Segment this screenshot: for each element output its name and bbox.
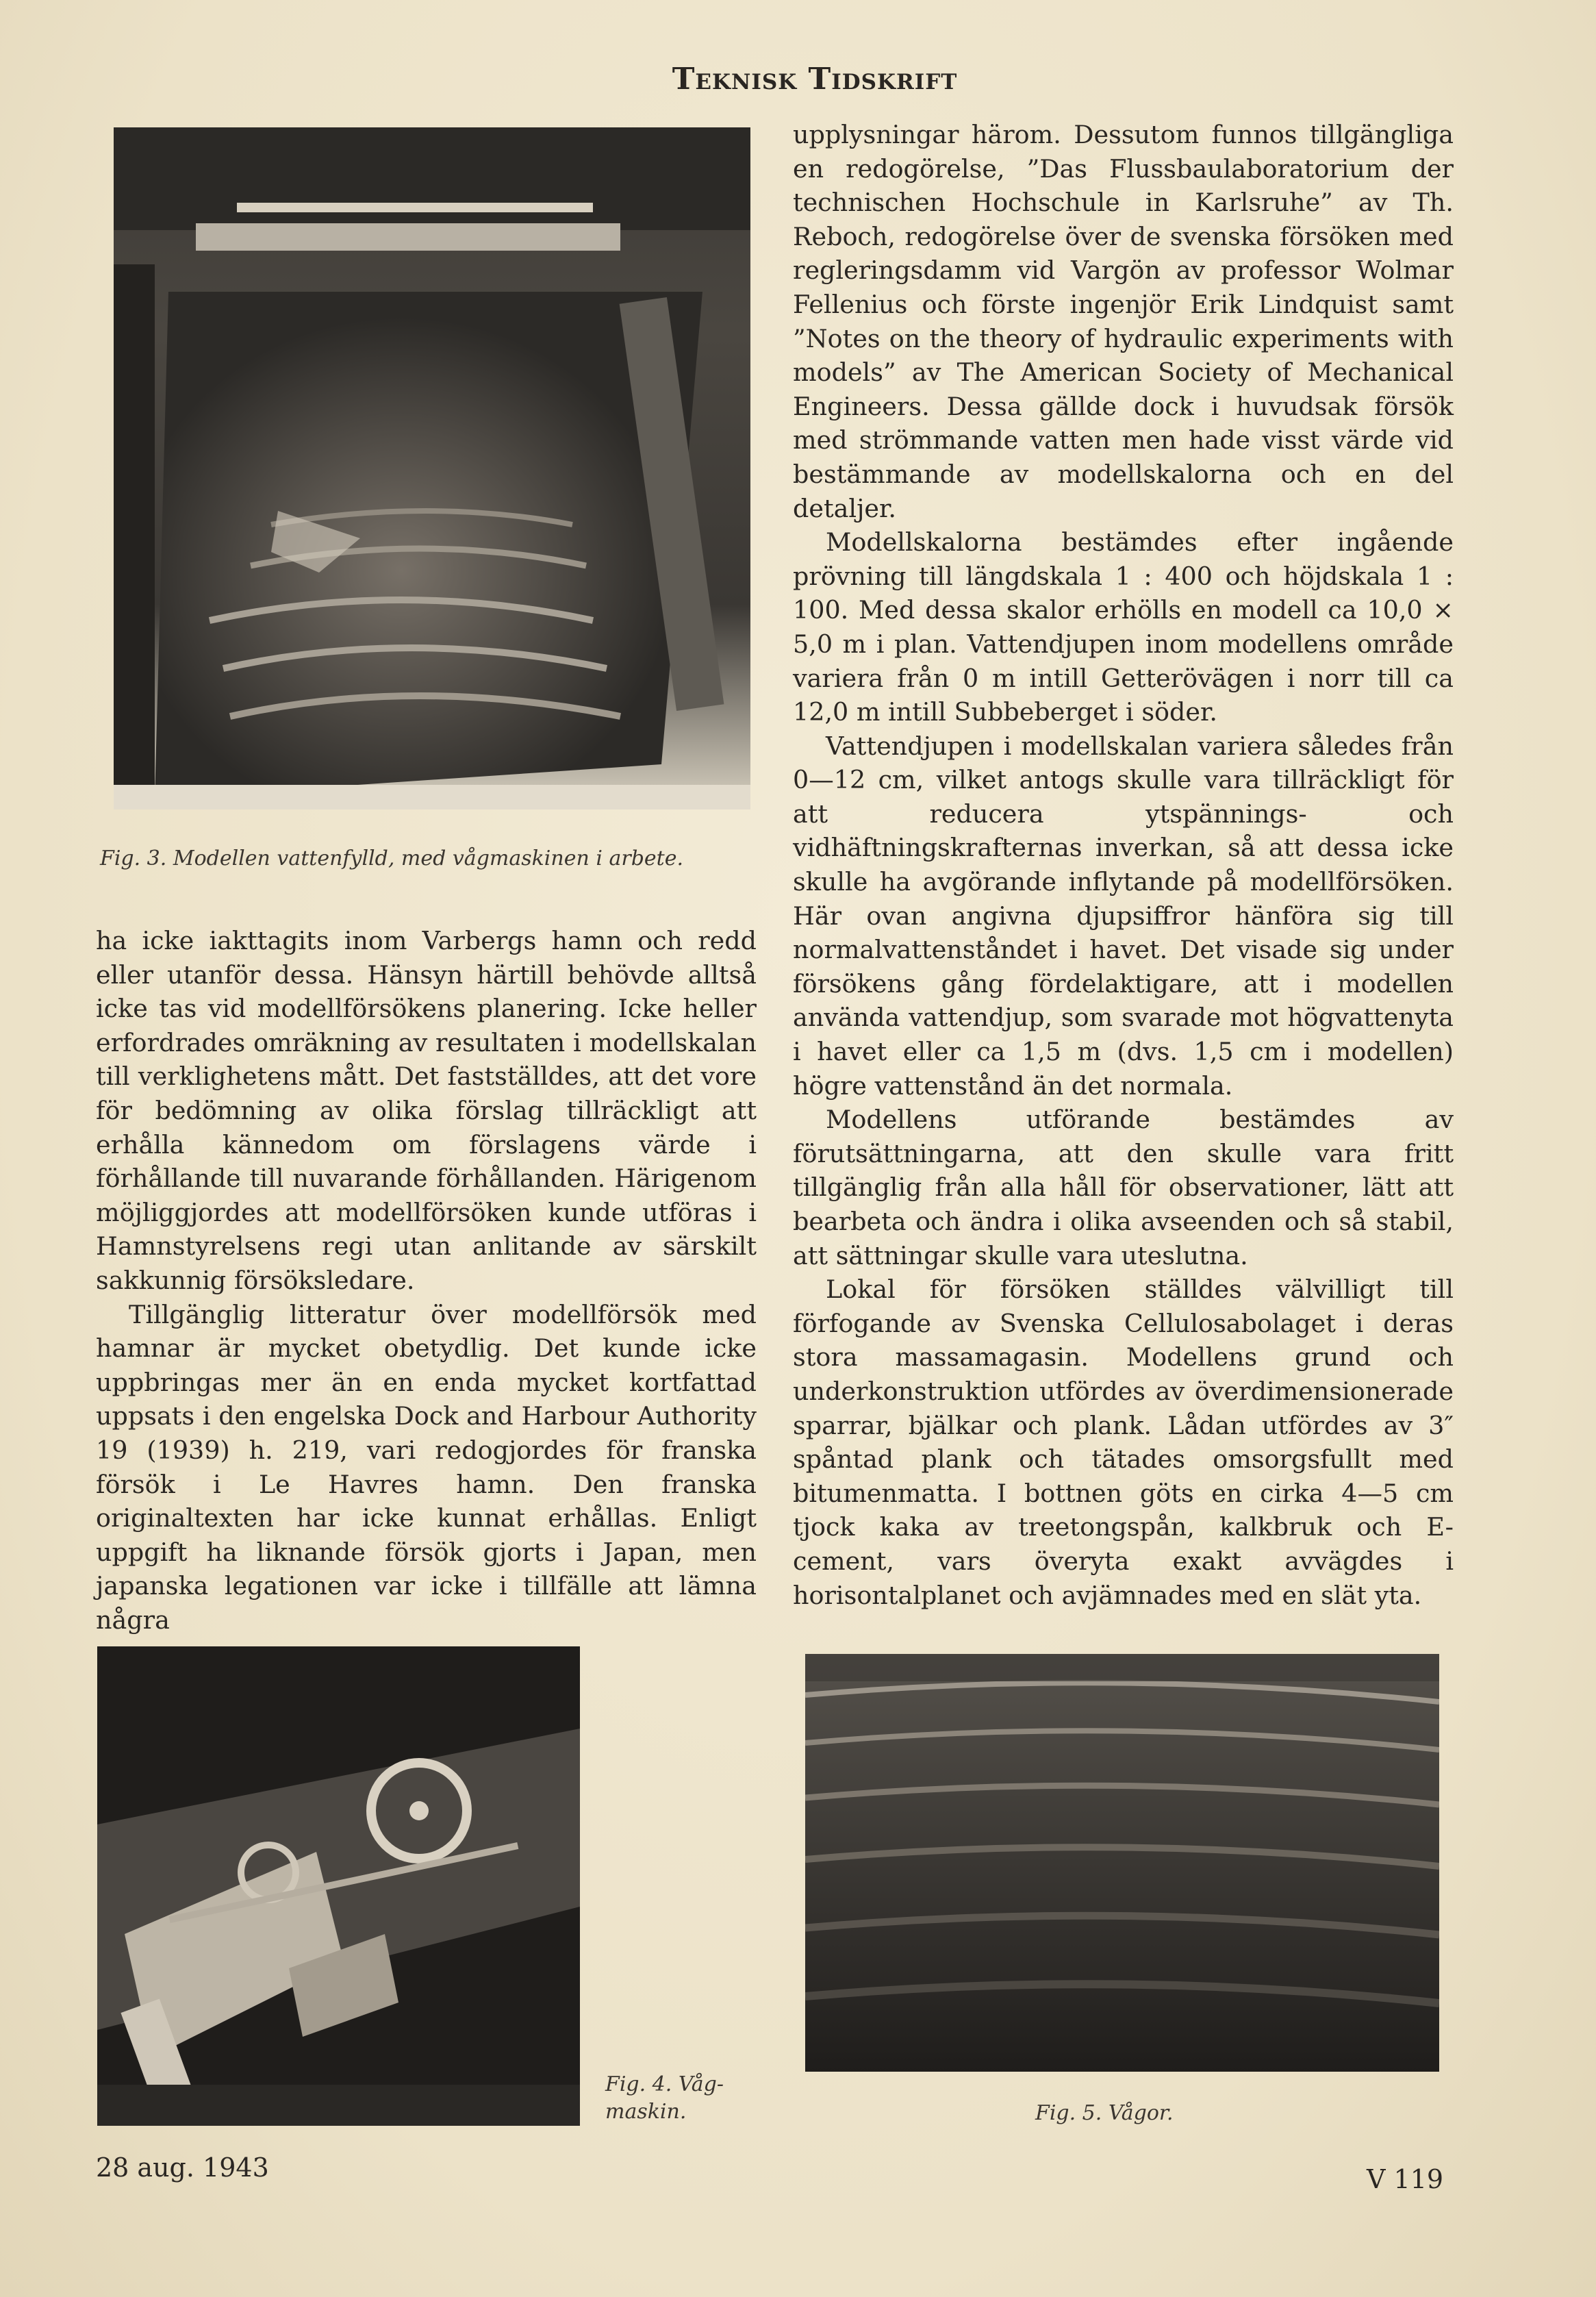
figure-4-photo	[97, 1646, 580, 2126]
page-number: V 119	[1367, 2164, 1444, 2194]
paragraph: Tillgänglig litteratur över modellförsök med hamnar är mycket obetydlig. Det kunde icke uppbringas mer än en enda mycket kortfattad uppsats i den engelska Dock and Harbour Authority 19 (1939) h. 219, vari redogjordes för franska försök i Le Havres hamn. Den franska originaltexten har icke kunnat erhållas. Enligt uppgift ha liknande försök gjorts i Japan, men japanska legationen var icke i tillfälle att lämna några	[96, 1299, 757, 1635]
left-text-column	[96, 924, 757, 1637]
figure-4-caption-line2: maskin.	[605, 2100, 687, 2124]
figure-4-caption-line1: Fig. 4. Våg-	[605, 2072, 724, 2096]
paragraph: upplysningar härom. Dessutom funnos tillgängliga en redogörelse, ”Das Flussbaulaboratorium der technischen Hochschule in Karlsruhe” av Th. Reboch, redogörelse över de svenska försöken med regleringsdamm vid Vargön av professor Wolmar Fellenius och förste ingenjör Erik Lindquist samt ”Notes on the theory of hydraulic experiments with models” av The American Society of Mechanical Engineers. Dessa gällde dock i huvudsak försök med strömmande vatten men hade visst värde vid bestämmande av modellskalorna och en del detaljer.	[793, 120, 1454, 523]
issue-date: 28 aug. 1943	[96, 2152, 269, 2183]
figure-3-photo	[114, 127, 750, 809]
paragraph: Vattendjupen i modellskalan variera således från 0—12 cm, vilket antogs skulle vara tillräckligt för att reducera ytspännings- och vidhäftningskrafternas inverkan, så att dessa icke skulle ha avgörande inflytande på modellförsöken. Här ovan angivna djupsiffror hänföra sig till normalvattenståndet i havet. Det visade sig under försökens gång fördelaktigare, att i modellen använda vattendjup, som svarade mot högvattenyta i havet eller ca 1,5 m (dvs. 1,5 cm i modellen) högre vattenstånd än det normala.	[793, 731, 1454, 1101]
right-text-column	[793, 118, 1454, 1612]
paragraph: Lokal för försöken ställdes välvilligt till förfogande av Svenska Cellulosabolaget i deras stora massamagasin. Modellens grund och underkonstruktion utfördes av överdimensionerade sparrar, bjälkar och plank. Lådan utfördes av 3″ spåntad plank och tätades omsorgsfullt med bitumenmatta. I bottnen göts en cirka 4—5 cm tjock kaka av treetongspån, kalkbruk och E-cement, vars överyta exakt avvägdes i horisontalplanet och avjämnades med en slät yta.	[793, 1275, 1454, 1610]
paragraph: Modellens utförande bestämdes av förutsättningarna, att den skulle vara fritt tillgänglig från alla håll för observationer, lätt att bearbeta och ändra i olika avseenden och så stabil, att sättningar skulle vara uteslutna.	[793, 1105, 1454, 1270]
paragraph: Modellskalorna bestämdes efter ingående prövning till längdskala 1 : 400 och höjdskala 1 : 100. Med dessa skalor erhölls en modell ca 10,0 × 5,0 m i plan. Vattendjupen inom modellens område variera från 0 m intill Getterövägen i norr till ca 12,0 m intill Subbeberget i söder.	[793, 527, 1454, 727]
figure-5-caption: Fig. 5. Vågor.	[1035, 2101, 1174, 2125]
figure-3-caption: Fig. 3. Modellen vattenfylld, med vågmaskinen i arbete.	[100, 846, 683, 870]
journal-header: Teknisk Tidskrift	[672, 62, 958, 97]
paragraph: ha icke iakttagits inom Varbergs hamn och redd eller utanför dessa. Hänsyn härtill behövde alltså icke tas vid modellförsökens planering. Icke heller erfordrades omräkning av resultaten i modellskalan till verklighetens mått. Det fastställdes, att det vore för bedömning av olika förslag tillräckligt att erhålla kännedom om förslagens värde i förhållande till nuvarande förhållanden. Härigenom möjliggjordes att modellförsöken kunde utföras i Hamnstyrelsens regi utan anlitande av särskilt sakkunnig försöksledare.	[96, 926, 757, 1295]
figure-5-photo	[805, 1654, 1439, 2072]
